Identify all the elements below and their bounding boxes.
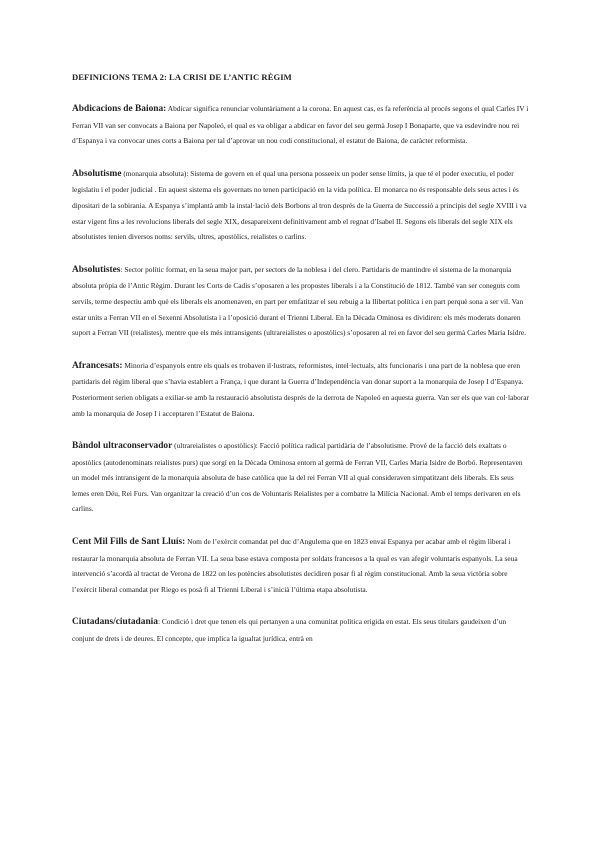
definition-entry-absolutisme	[72, 166, 530, 245]
entry-definition: Minoria d’espanyols entre els quals es trobaven il·lustrats, reformistes, intel·lectuals, alts funcionaris i una part de la noblesa que eren partidaris del règim liberal que s’havia establert a França, i que durant la Guerra d’Independència van donar suport a la monarquia de Josep I d’Espanya. Posteriorment serien obligats a exiliar-se amb la restauració absolutista després de la derrota de Napoleó en aquesta guerra. Van ser els que van col·laborar amb la monarquia de Josep I i acceptaren l’Estatut de Baiona.	[72, 360, 529, 418]
entry-qualifier: (ultrareialistes o apostòlics)	[172, 441, 256, 451]
definition-entry-bandol-ultraconservador	[72, 438, 530, 517]
entry-term: Absolutisme	[72, 168, 122, 179]
entry-definition: Abdicar significa renunciar voluntàriament a la corona. En aquest cas, es fa referència al procés segons el qual Carles IV i Ferran VII van ser convocats a Baiona per Napoleó, el qual es va obligar a abdicar en favor del seu germà Josep I Bonaparte, que va esdevindre nou rei d’Espanya i va convocar unes corts a Baiona per tal d’aprovar un nou codi constitucional, el estatut de Baiona, de caràcter reformista.	[72, 104, 529, 146]
definition-entry-ciutadans	[72, 614, 530, 646]
entry-term: Absolutistes	[72, 264, 121, 275]
entry-definition: Nom de l’exèrcit comandat pel duc d’Angulema que en 1823 envaí Espanya per acabar amb el règim liberal i restaurar la monarquia absoluta de Ferran VII. La seua base estava composta per soldats francesos a la qual es van afegir voluntaris espanyols. La seua intervenció s’acordà al tractat de Verona de 1822 on les potències absolutistes decidiren posar fi al règim constitucional. Amb la seua victòria sobre l’exèrcit liberal comandat per Riego es posà fi al Trienni Liberal i s’inicià l’última etapa absolutista.	[72, 537, 518, 594]
entry-definition: : Facció política radical partidària de l’absolutisme. Prové de la facció dels exaltats o apostòlics (autodenominats reialistes purs) que sorgí en la Dècada Ominosa entorn al germà de Ferran VII, Carles Maria Isidre de Borbó. Representaven un model més intransigent de la monarquia absoluta de base catòlica que la del rei Ferran VII al qual consideraven simpatitzant dels liberals. Els seus lemes eren Déu, Rei Furs. Van organitzar la creació d’un cos de Voluntaris Reialistes per a combatre la Milícia Nacional. Amb el temps derivaren en els carlins.	[72, 441, 523, 514]
entry-term: Ciutadans/ciutadania	[72, 617, 158, 628]
definition-entry-absolutistes	[72, 262, 530, 341]
definition-entry-afrancesats	[72, 358, 530, 421]
definition-entry-abdicacions	[72, 101, 530, 149]
page-title: DEFINICIONS TEMA 2: LA CRISI DE L’ANTIC RÈGIM	[72, 72, 292, 82]
document-page	[72, 72, 530, 664]
entry-definition: : Sector polític format, en la seua major part, per sectors de la noblesa i del clero. Partidaris de mantindre el sistema de la monarquia absoluta pròpia de l’Antic Règim. Durant les Corts de Cadis s’oposaren a les propostes liberals i a la Constitució de 1812. També van ser coneguts com servils, terme despectiu amb què els liberals els anomenaven, en part per emfatitzar el seu rebuig a la llibertat política i en part perquè sona a ser vil. Van estar units a Ferran VII en el Sexenni Absolutista i a l’oposició durant el Trienni Liberal. En la Dècada Ominosa es dividiren: els més moderats donaren suport a Ferran VII (reialistes), mentre que els més intransigents (ultrareialistes o apostòlics) s’oposaren al rei en favor del seu germà Carles Maria Isidre.	[72, 264, 527, 338]
entry-definition: : Sistema de govern en el qual una persona posseeix un poder sense límits, ja que té el poder executiu, el poder legislatiu i el poder judicial . En aquest sistema els governats no tenen participació en la vida política. El monarca no és responsable dels seus actes i és dipositari de la sobirania. A Espanya s’implantà amb la instal·lació dels Borbons al tron després de la Guerra de Successió a principis del segle XVIII i va estar vigent fins a les revolucions liberals del segle XIX, desapareixent definitivament amb el regnat d’Isabel II. Segons els liberals del segle XIX els absolutistes tenien diversos noms: servils, ultres, apostòlics, reialistes o carlins.	[72, 168, 527, 242]
definition-entry-cent-mil-fills	[72, 534, 530, 597]
entry-term: Bàndol ultraconservador	[72, 441, 173, 452]
entry-definition: : Condició i dret que tenen els qui pertanyen a una comunitat política erigida en estat. Els seus titulars gaudeixen d’un conjunt de drets i de deures. El concepte, que implica la igualtat jurídica, entrà en	[72, 617, 507, 644]
entry-term: Cent Mil Fills de Sant Lluís:	[72, 537, 186, 548]
entry-term: Afrancesats:	[72, 360, 123, 371]
entry-qualifier: (monarquia absoluta)	[121, 168, 187, 178]
entry-term: Abdicacions de Baiona:	[72, 104, 167, 114]
